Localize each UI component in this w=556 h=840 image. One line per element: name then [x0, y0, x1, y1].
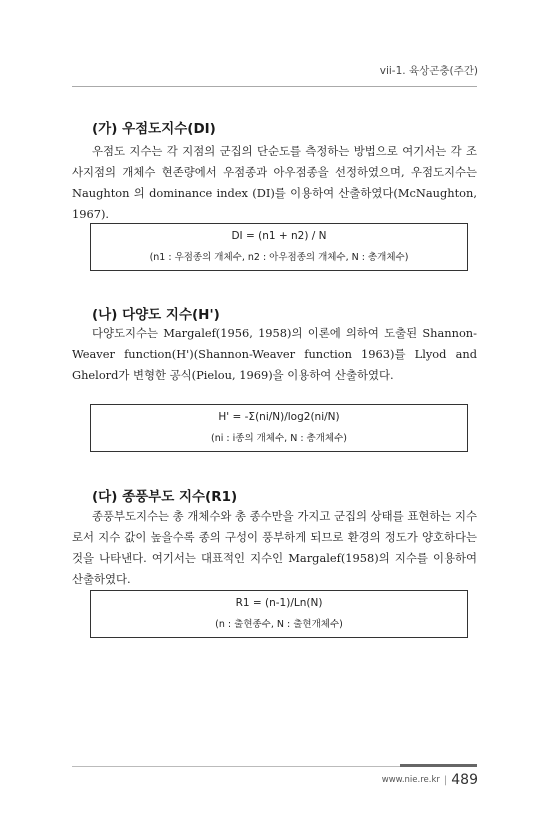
- formula-richness: R1 = (n-1)/Ln(N): [235, 597, 323, 609]
- formula-box-dominance: [90, 223, 468, 271]
- formula-note-richness: (n : 출현종수, N : 출현개체수): [215, 619, 343, 630]
- section-title-diversity: (나) 다양도 지수(H'): [92, 307, 220, 323]
- header-divider: [72, 86, 477, 87]
- formula-note-diversity: (ni : i종의 개체수, N : 총개체수): [211, 433, 347, 444]
- paragraph-diversity: 다양도지수는 Margalef(1956, 1958)의 이론에 의하여 도출된 Shannon-Weaver function(H')(Shannon-Weaver function 1963)를 Llyod and Ghelord가 변형한 공식(Pielou, 1969)을 이용하여 산출하였다.: [72, 326, 477, 382]
- paragraph-richness: 종풍부도지수는 총 개체수와 총 종수만을 가지고 군집의 상태를 표현하는 지수로서 지수 값이 높을수록 종의 구성이 풍부하게 되므로 환경의 정도가 양호하다는 것을 나타낸다. 여기서는 대표적인 지수인 Margalef(1958)의 지수를 이용하여 산출하였다.: [72, 509, 477, 586]
- running-header: vii-1. 육상곤충(주간): [379, 65, 478, 77]
- page-number: 489: [451, 772, 478, 788]
- paragraph-dominance: 우점도 지수는 각 지점의 군집의 단순도를 측정하는 방법으로 여기서는 각 조사지점의 개체수 현존량에서 우점종과 아우점종을 선정하였으며, 우점도지수는 Naughton 의 dominance index (DI)를 이용하여 산출하였다(McNaughton, 1967).: [72, 144, 477, 221]
- formula-diversity: H' = -Σ(ni/N)/log2(ni/N): [218, 411, 340, 423]
- page-footer: [382, 772, 478, 788]
- formula-box-richness: [90, 590, 468, 638]
- formula-dominance: DI = (n1 + n2) / N: [231, 230, 327, 242]
- section-title-dominance: (가) 우점도지수(DI): [92, 121, 216, 137]
- formula-box-diversity: [90, 404, 468, 452]
- footer-url: www.nie.re.kr: [381, 775, 440, 785]
- section-title-richness: (다) 종풍부도 지수(R1): [92, 489, 238, 505]
- footer-separator: |: [443, 774, 448, 786]
- formula-note-dominance: (n1 : 우점종의 개체수, n2 : 아우점종의 개체수, N : 총개체수): [149, 252, 409, 263]
- footer-accent-bar: [400, 764, 477, 767]
